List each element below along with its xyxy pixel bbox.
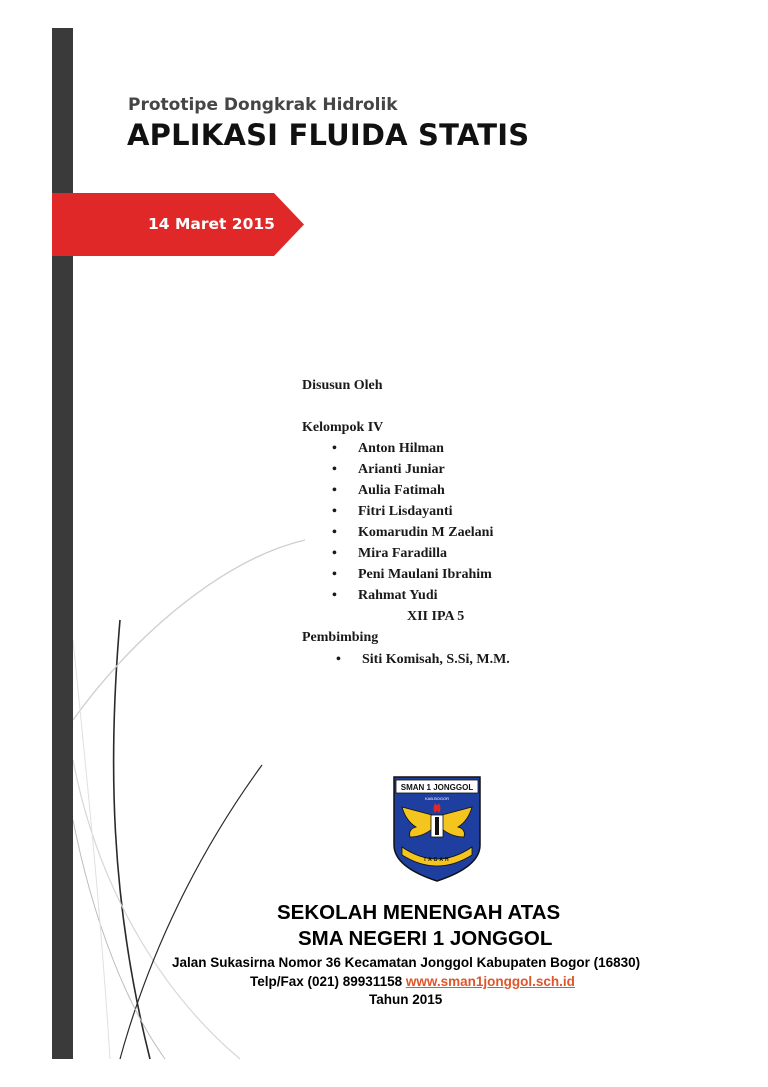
logo-banner-text: SMAN 1 JONGGOL (400, 783, 474, 792)
school-name: SMA NEGERI 1 JONGGOL (298, 927, 553, 950)
school-logo (392, 775, 482, 883)
document-title: APLIKASI FLUIDA STATIS (127, 118, 530, 152)
class-label: XII IPA 5 (407, 609, 465, 624)
disusun-label: Disusun Oleh (302, 378, 383, 393)
advisor-label: Pembimbing (302, 630, 379, 645)
school-website-link[interactable]: www.sman1jonggol.sch.id (405, 974, 575, 989)
document-subtitle: Prototipe Dongkrak Hidrolik (128, 95, 398, 115)
logo-sub-text: KAB.BOGOR (424, 796, 450, 801)
school-type: SEKOLAH MENENGAH ATAS (277, 901, 561, 924)
document-page: Prototipe Dongkrak Hidrolik APLIKASI FLUIDA STATIS 14 Maret 2015 Disusun Oleh Kelompok IV • Anton Hilman • Arianti Juniar • Aulia Fatimah • Fitri Lisdayanti • Komarudin M Zaelani • Mira Faradilla • Peni Maulani Ibrahim • Rahmat Yudi XII IPA 5 Pembimbing • Siti Komisah, S.Si, M.M. SMAN 1 JONGGOL KAB.BOGOR TABAH SEKOLAH MENENGAH ATAS SMA NEGERI 1 JONGGOL Jalan Sukasirna Nomor 36 Kecamatan Jonggol Kabupaten Bogor (16830) Telp/Fax (021) 89931158 www.sman1jonggol.sch.id Tahun 2015 (0, 0, 768, 1087)
school-contact (250, 974, 768, 989)
school-address: Jalan Sukasirna Nomor 36 Kecamatan Jonggol Kabupaten Bogor (16830) (172, 955, 641, 970)
group-label: Kelompok IV (302, 420, 384, 435)
document-date: 14 Maret 2015 (148, 215, 275, 233)
sidebar-bar (52, 28, 73, 1059)
logo-motto: TABAH (423, 857, 451, 863)
school-phone: Telp/Fax (021) 89931158 (250, 974, 403, 989)
school-year: Tahun 2015 (369, 992, 443, 1007)
